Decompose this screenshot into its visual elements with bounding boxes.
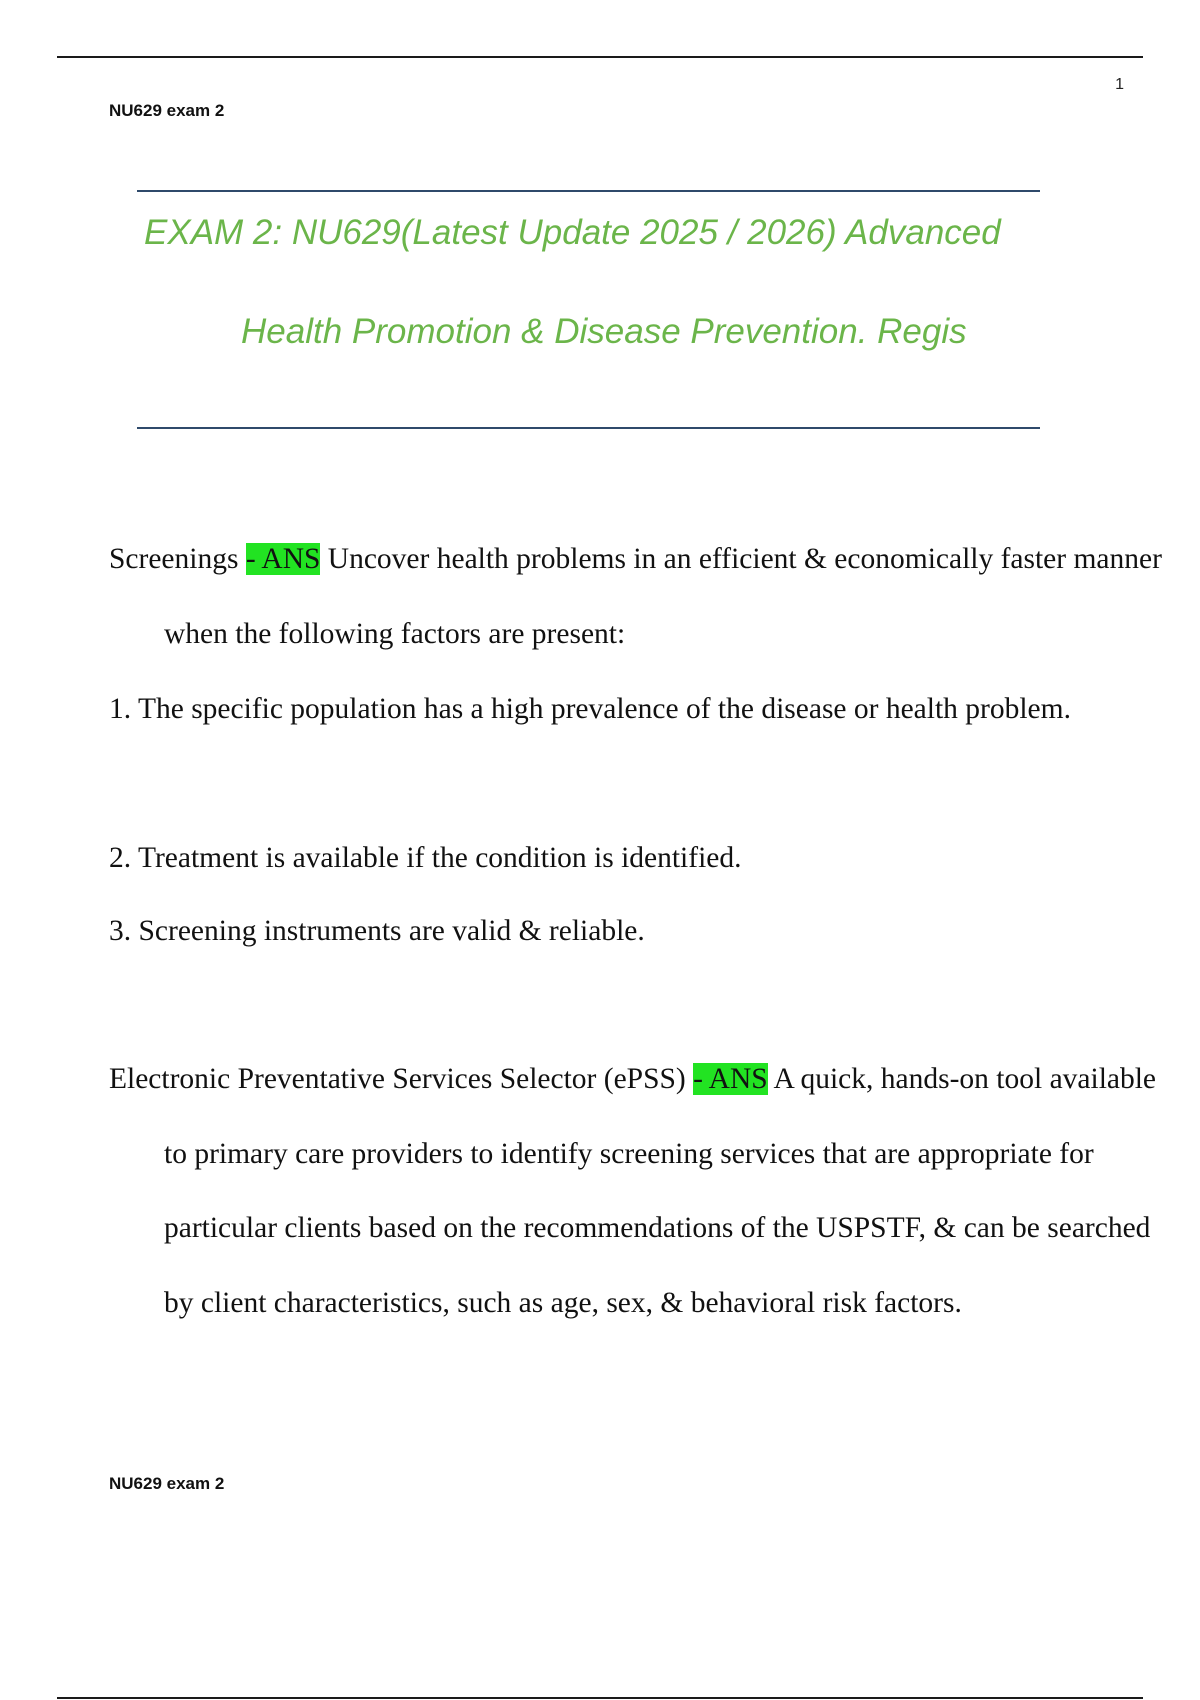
- page-bottom-rule: [57, 1697, 1143, 1699]
- document-title-line-2: Health Promotion & Disease Prevention. Regis: [241, 312, 967, 351]
- list-item: 1. The specific population has a high prevalence of the disease or health problem.: [109, 693, 1071, 725]
- answer-marker: - ANS: [693, 1063, 768, 1095]
- title-rule-top: [137, 190, 1040, 192]
- document-title-line-1: EXAM 2: NU629(Latest Update 2025 / 2026) Advanced: [144, 213, 1001, 252]
- qa-answer: Uncover health problems in an efficient & economically faster manner when the following factors are present:: [164, 543, 1162, 650]
- title-rule-bottom: [137, 427, 1040, 429]
- answer-marker: - ANS: [245, 543, 321, 575]
- list-item: 3. Screening instruments are valid & reliable.: [109, 915, 645, 947]
- list-item: 2. Treatment is available if the condition is identified.: [109, 842, 742, 874]
- qa-answer: A quick, hands-on tool available to primary care providers to identify screening services that are appropriate for particular clients based on the recommendations of the USPSTF, & can be searched by client characteristics, such as age, sex, & behavioral risk factors.: [164, 1063, 1157, 1319]
- page-top-rule: [57, 56, 1143, 58]
- page-number: 1: [1115, 76, 1124, 93]
- qa-term: Electronic Preventative Services Selector (ePSS): [109, 1063, 686, 1095]
- qa-entry-screenings: [109, 522, 1174, 671]
- running-header-bottom: NU629 exam 2: [109, 1474, 225, 1493]
- qa-term: Screenings: [109, 543, 239, 575]
- qa-entry-epss: [109, 1042, 1174, 1340]
- running-header: NU629 exam 2: [109, 101, 225, 120]
